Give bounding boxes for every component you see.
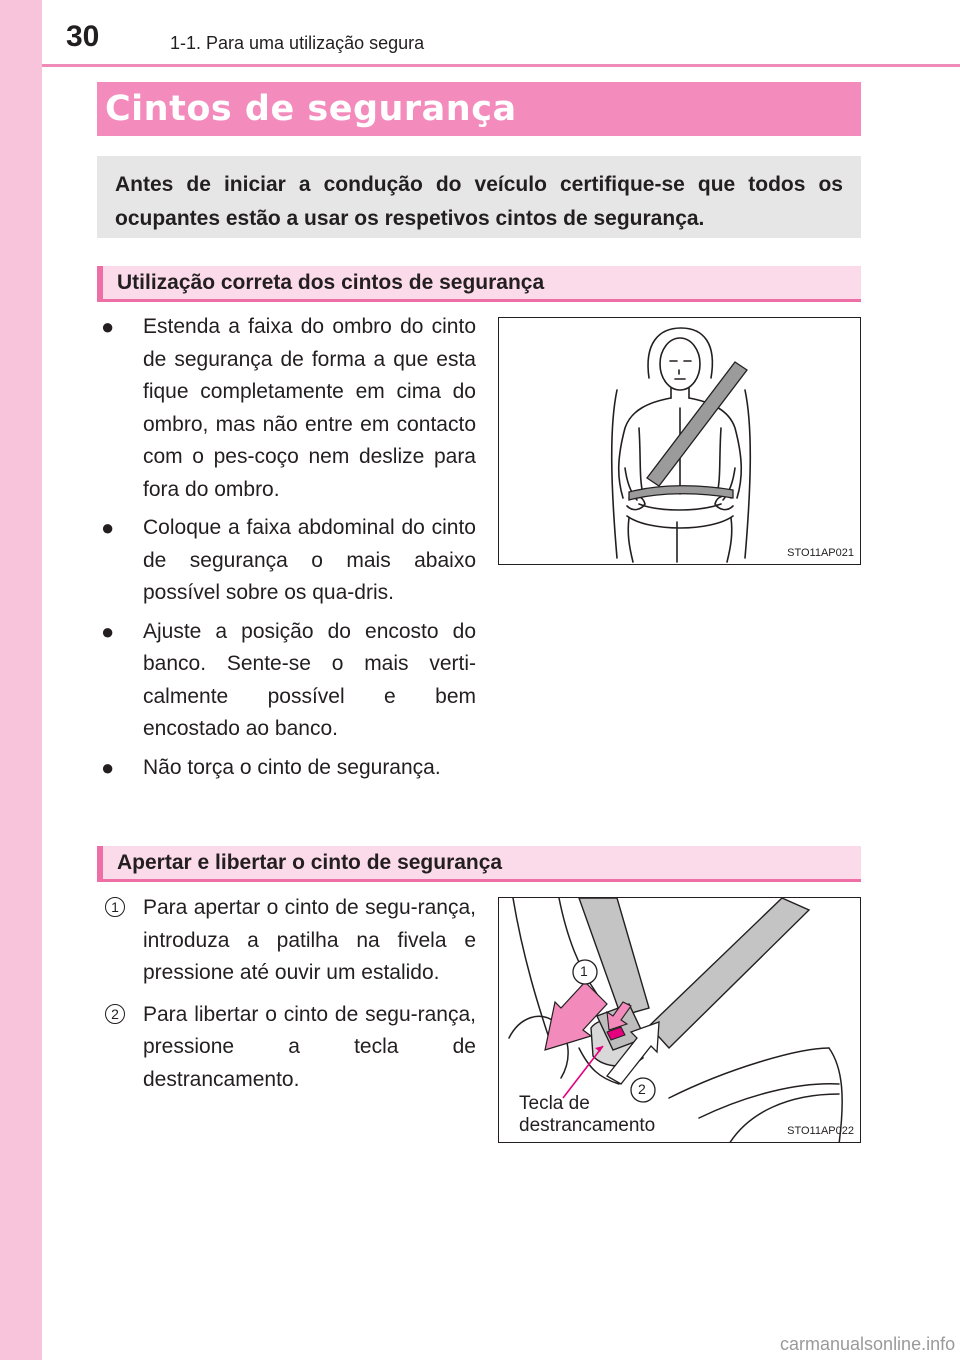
bullet-text: Coloque a faixa abdominal do cinto de segurança o mais abaixo possível sobre os qua-dris. (143, 516, 476, 604)
seated-person-icon (499, 318, 861, 565)
bullet-text: Ajuste a posição do encosto do banco. Sente-se o mais verti-calmente possível e bem encostado ao banco. (143, 619, 476, 740)
bullet-item (100, 311, 476, 506)
bullet-icon: ● (101, 754, 115, 780)
bullet-icon: ● (101, 314, 115, 339)
subheading-fasten-release (97, 846, 861, 882)
bullet-text: Estenda a faixa do ombro do cinto de segurança de forma a que esta fique completamente em cima do ombro, mas não entre em contacto com o pes-coço nem deslize para fora do ombro. (143, 315, 476, 501)
bullet-text: Não torça o cinto de segurança. (143, 755, 441, 779)
side-color-strip (0, 0, 42, 1360)
callout-number-1: 1 (580, 963, 588, 979)
unlock-button-label: Tecla de destrancamento (519, 1093, 656, 1136)
seatbelt-posture-illustration (498, 317, 861, 565)
step-text: Para libertar o cinto de segu-rança, pressione a tecla de destrancamento. (143, 1002, 476, 1091)
step-text: Para apertar o cinto de segu-rança, introduza a patilha na fivela e pressione até ouvir um estalido. (143, 896, 476, 984)
step-number-badge: 2 (105, 1004, 125, 1024)
subheading-correct-use-text: Utilização correta dos cintos de segurança (117, 271, 545, 294)
watermark: carmanualsonline.info (780, 1334, 956, 1354)
bullet-icon: ● (101, 515, 115, 540)
step-item (100, 999, 476, 1097)
bullet-icon: ● (101, 618, 115, 644)
figure-code: STO11AP022 (787, 1125, 854, 1137)
page-number: 30 (66, 20, 100, 53)
subheading-fasten-release-text: Apertar e libertar o cinto de segurança (117, 851, 503, 874)
bullet-list (100, 311, 476, 790)
intro-box: Antes de iniciar a condução do veículo certifique-se que todos os ocupantes estão a usar os respetivos cintos de segurança. (97, 156, 861, 238)
steps-list (100, 892, 476, 1105)
page-title: Cintos de segurança (105, 89, 517, 129)
bullet-item (100, 752, 476, 785)
figure-code: STO11AP021 (787, 547, 854, 559)
subheading-correct-use (97, 266, 861, 302)
bullet-item (100, 616, 476, 746)
step-item (100, 892, 476, 990)
step-number-badge: 1 (105, 897, 125, 917)
header-divider (42, 64, 960, 67)
bullet-item (100, 512, 476, 610)
callout-number-2: 2 (638, 1081, 646, 1097)
page-title-bar (97, 82, 861, 136)
buckle-illustration (498, 897, 861, 1143)
section-breadcrumb: 1-1. Para uma utilização segura (170, 33, 425, 53)
